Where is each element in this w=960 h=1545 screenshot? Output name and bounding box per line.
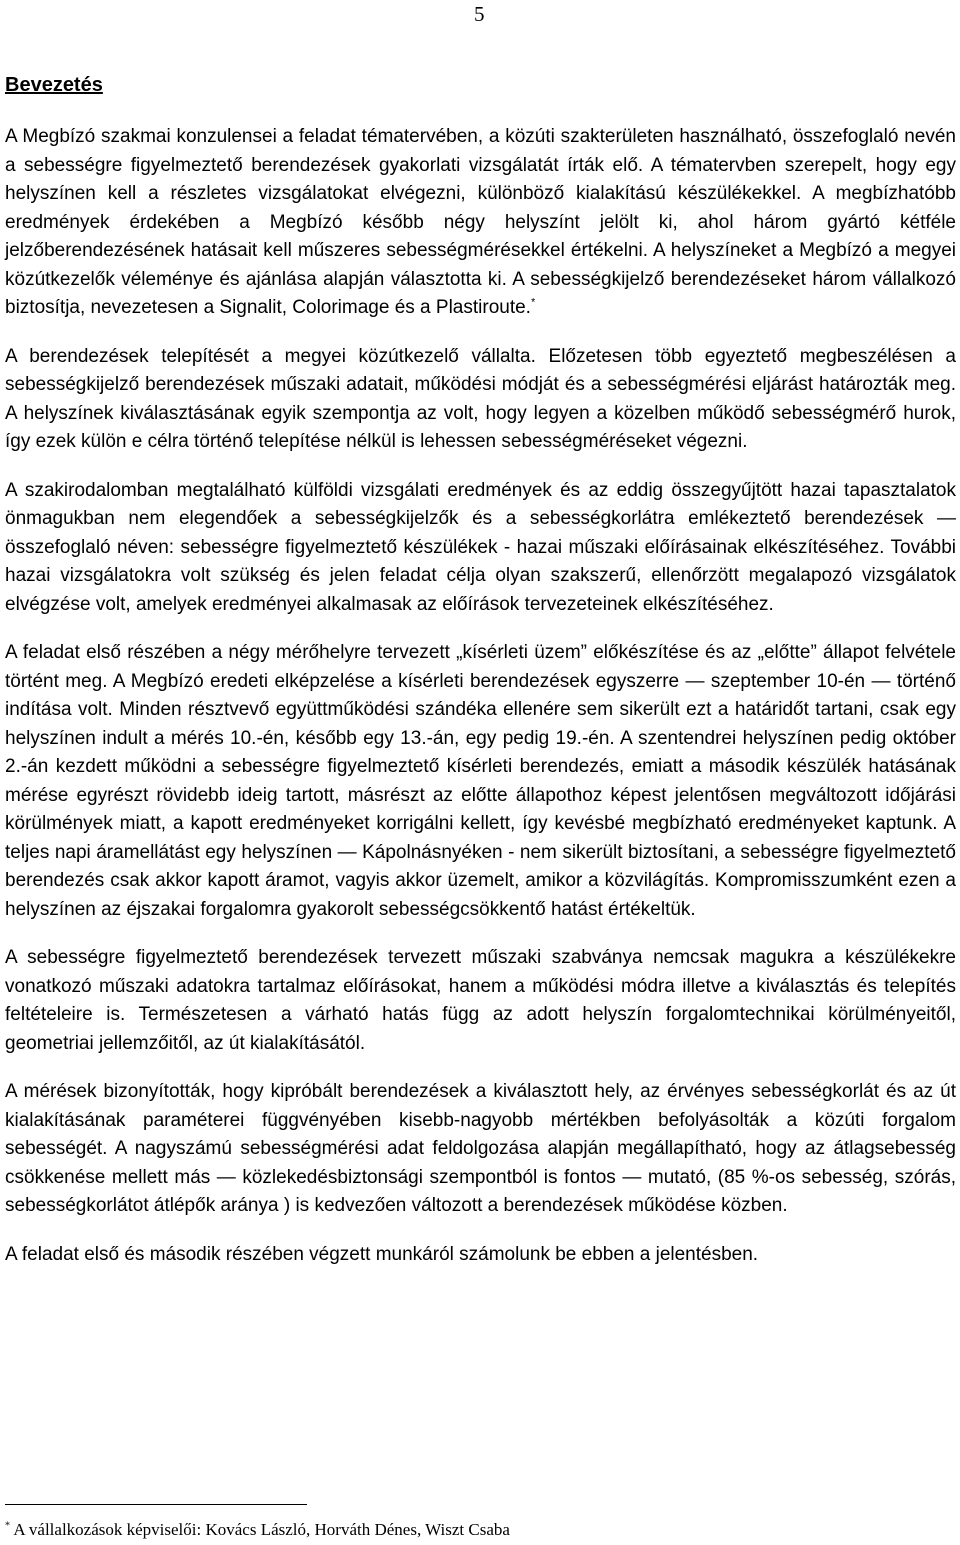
- paragraph-1-text: A Megbízó szakmai konzulensei a feladat tématervében, a közúti szakterületen használható, összefoglaló nevén a sebességre figyelmeztető berendezések gyakorlati vizsgálatát írták elő. A tématervben szerepelt, hogy egy helyszínen kell a részletes vizsgálatokat elvégezni, különböző kialakítású készülékekkel. A megbízhatóbb eredmények érdekében a Megbízó később négy helyszínt jelölt ki, ahol három gyártó kétféle jelzőberendezésének hatásait kell műszeres sebességmérésekkel értékelni. A helyszíneket a Megbízó a megyei közútkezelők véleménye és ajánlása alapján választotta ki. A sebességkijelző berendezéseket három vállalkozó biztosítja, nevezetesen a Signalit, Colorimage és a Plastiroute.: [5, 126, 956, 318]
- footnote: [5, 1519, 510, 1541]
- paragraph-7: A feladat első és második részében végzett munkáról számolunk be ebben a jelentésben.: [5, 1243, 759, 1265]
- section-heading: Bevezetés: [5, 74, 103, 96]
- paragraph-3: A szakirodalomban megtalálható külföldi vizsgálati eredmények és az eddig összegyűjtött hazai tapasztalatok önmagukban nem elegendőek a sebességkijelzők és a sebességkorlátra emlékeztető berendezések — összefoglaló néven: sebességre figyelmeztető készülékek - hazai műszaki előírásainak elkészítéséhez. További hazai vizsgálatokra volt szükség és jelen feladat célja olyan szakszerű, ellenőrzött megalapozó vizsgálatok elvégzése volt, amelyek eredményei alkalmasak az előírások tervezeteinek elkészítéséhez.: [5, 479, 956, 615]
- page-number: 5: [474, 2, 485, 26]
- paragraph-5: A sebességre figyelmeztető berendezések tervezett műszaki szabványa nemcsak magukra a készülékekre vonatkozó műszaki adatokra tartalmaz előírásokat, hanem a működési módra illetve a kiválasztás és telepítés feltételeire is. Természetesen a várható hatás függ az adott helyszín forgalomtechnikai körülményeitől, geometriai jellemzőitől, az út kialakításától.: [5, 947, 956, 1054]
- paragraph-6: A mérések bizonyították, hogy kipróbált berendezések a kiválasztott hely, az érvényes sebességkorlát és az út kialakításának paraméterei függvényében kisebb-nagyobb mértékben befolyásolták a közúti forgalom sebességét. A nagyszámú sebességmérési adat feldolgozása alapján megállapítható, hogy az átlagsebesség csökkenése mellett más — közlekedésbiztonsági szempontból is fontos — mutató, (85 %-os sebesség, szórás, sebességkorlátot átlépők aránya ) is kedvezően változott a berendezések működése közben.: [5, 1081, 956, 1216]
- paragraph-2: A berendezések telepítését a megyei közútkezelő vállalta. Előzetesen több egyeztető megbeszélésen a sebességkijelző berendezések műszaki adatait, működési módját és a sebességmérési eljárást határozták meg. A helyszínek kiválasztásának egyik szempontja az volt, hogy legyen a közelben működő sebességmérő hurok, így ezek külön e célra történő telepítése nélkül is lehessen sebességméréseket végezni.: [5, 345, 956, 452]
- document-body: [5, 123, 956, 1289]
- paragraph-4: A feladat első részében a négy mérőhelyre tervezett „kísérleti üzem” előkészítése és az „előtte” állapot felvétele történt meg. A Megbízó eredeti elképzelése a kísérleti berendezések egyszerre — szeptember 10-én — történő indítása volt. Minden résztvevő együttműködési szándéka ellenére sem sikerült ezt a határidőt tartani, csak egy helyszínen indult a mérés 10.-én, később egy 13.-án, egy pedig 19.-én. A szentendrei helyszínen pedig október 2.-án kezdett működni a sebességre figyelmeztető kísérleti berendezés, emiatt a második készülék hatásának mérése egyrészt rövidebb ideig tartott, másrészt az előtte állapothoz képest jelentősen megváltozott időjárási körülmények miatt, a kapott eredményeket korrigálni kellett, így kevésbé megbízható eredményeket kaptunk. A teljes napi áramellátást egy helyszínen — Kápolnásnyéken - nem sikerült biztosítani, a sebességre figyelmeztető berendezés csak akkor kapott áramot, vagyis akkor üzemelt, amikor a közvilágítás. Kompromisszumként ezen a helyszínen az éjszakai forgalomra gyakorolt sebességcsökkentő hatást értékeltük.: [5, 642, 956, 920]
- paragraph-1: [5, 123, 956, 323]
- footnote-reference: *: [530, 296, 536, 309]
- footnote-marker: *: [5, 1520, 10, 1532]
- footnote-text: A vállalkozások képviselői: Kovács László, Horváth Dénes, Wiszt Csaba: [13, 1520, 510, 1539]
- footnote-separator: [5, 1504, 307, 1505]
